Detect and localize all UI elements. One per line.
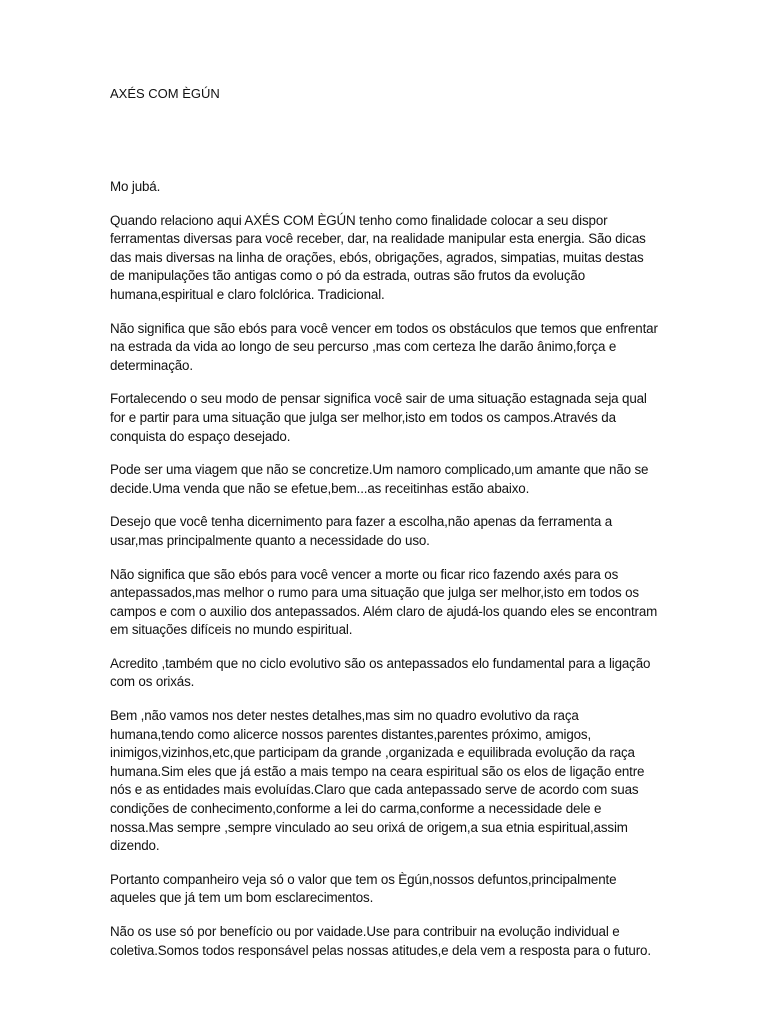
paragraph-purpose: Quando relaciono aqui AXÉS COM ÈGÚN tenho como finalidade colocar a seu dispor ferramentas diversas para você receber, dar, na realidade manipular esta energia. São dicas das mais diversas na linha de orações, ebós, obrigações, agrados, simpatias, muitas destas de manipulações tão antigas como o pó da estrada, outras são frutos da evolução humana,espiritual e claro folclórica. Tradicional. — [110, 212, 646, 302]
document-body — [110, 178, 660, 975]
paragraph-discernment: Desejo que você tenha dicernimento para fazer a escolha,não apenas da ferramenta a usar,mas principalmente quanto a necessidade do uso. — [110, 514, 613, 548]
paragraph-greeting: Mo jubá. — [110, 179, 161, 194]
paragraph-ancestors: Não significa que são ebós para você vencer a morte ou ficar rico fazendo axés para os antepassados,mas melhor o rumo para uma situação que julga ser melhor,isto em todos os campos e com o auxilio dos antepassados. Além claro de ajudá-los quando eles se encontram em situações difíceis no mundo espiritual. — [110, 566, 658, 638]
paragraph-meaning: Não significa que são ebós para você vencer em todos os obstáculos que temos que enfrentar na estrada da vida ao longo de seu percurso ,mas com certeza lhe darão ânimo,força e determinação. — [110, 320, 658, 373]
paragraph-responsibility: Não os use só por benefício ou por vaidade.Use para contribuir na evolução individual e coletiva.Somos todos responsável pelas nossas atitudes,e dela vem a resposta para o futuro. — [110, 924, 651, 958]
paragraph-human-evolution: Bem ,não vamos nos deter nestes detalhes,mas sim no quadro evolutivo da raça humana,tendo como alicerce nossos parentes distantes,parentes próximo, amigos, inimigos,vizinhos,etc,que participam da grande ,organizada e equilibrada evolução da raça humana.Sim eles que já estão a mais tempo na ceara espiritual são os elos de ligação entre nós e as entidades mais evoluídas.Claro que cada antepassado serve de acordo com suas condições de conhecimento,conforme a lei do carma,conforme a necessidade dele e nossa.Mas sempre ,sempre vinculado ao seu orixá de origem,a sua etnia espiritual,assim dizendo. — [110, 708, 645, 854]
document-title: AXÉS COM ÈGÚN — [110, 86, 220, 101]
paragraph-examples: Pode ser uma viagem que não se concretize.Um namoro complicado,um amante que não se decide.Uma venda que não se efetue,bem...as receitinhas estão abaixo. — [110, 462, 649, 496]
paragraph-evolution-cycle: Acredito ,também que no ciclo evolutivo são os antepassados elo fundamental para a ligação com os orixás. — [110, 655, 651, 690]
paragraph-value-of-egun: Portanto companheiro veja só o valor que tem os Ègún,nossos defuntos,principalmente aqueles que já tem um bom esclarecimentos. — [110, 871, 617, 906]
paragraph-strengthening: Fortalecendo o seu modo de pensar significa você sair de uma situação estagnada seja qual for e partir para uma situação que julga ser melhor,isto em todos os campos.Através da conquista do espaço desejado. — [110, 391, 647, 444]
